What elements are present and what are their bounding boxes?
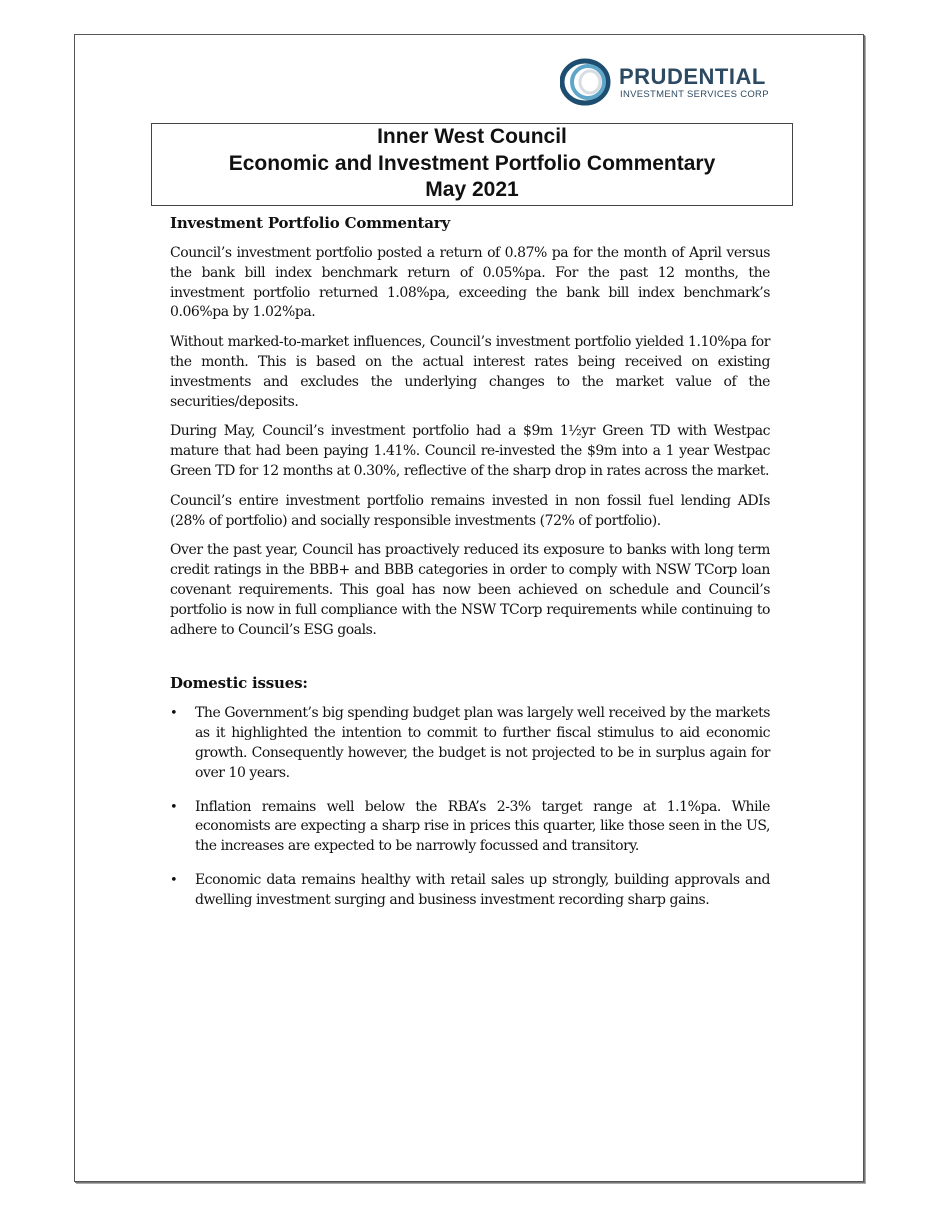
list-item — [170, 798, 770, 857]
investment-paragraph: Council’s entire investment portfolio remains invested in non fossil fuel lending ADIs (28% of portfolio) and socially responsible investments (72% of portfolio). — [170, 492, 770, 529]
investment-paragraph: Council’s investment portfolio posted a return of 0.87% pa for the month of April versus the bank bill index benchmark return of 0.05%pa. For the past 12 months, the investment portfolio returned 1.08%pa, exceeding the bank bill index benchmark’s 0.06%pa by 1.02%pa. — [170, 245, 770, 321]
bullet-text: Economic data remains healthy with retail sales up strongly, building approvals and dwelling investment surging and business investment recording sharp gains. — [195, 871, 770, 908]
logo-subtitle: INVESTMENT SERVICES CORP — [620, 89, 769, 100]
section-heading-domestic: Domestic issues: — [170, 674, 308, 693]
logo-ring-icon — [560, 58, 612, 106]
title-date: May 2021 — [425, 178, 519, 201]
title-commentary: Economic and Investment Portfolio Commentary — [228, 151, 716, 175]
document-body — [170, 214, 770, 925]
bullet-icon: • — [170, 799, 178, 815]
list-item — [170, 871, 770, 911]
document-title-box — [151, 123, 793, 206]
logo-name: PRUDENTIAL — [619, 64, 766, 89]
bullet-text: Inflation remains well below the RBA’s 2-3% target range at 1.1%pa. While economists are expecting a sharp rise in prices this quarter, like those seen in the US, the increases are expected to be narrowly focussed and transitory. — [195, 798, 770, 855]
bullet-icon: • — [170, 872, 178, 888]
section-heading-investment: Investment Portfolio Commentary — [170, 214, 451, 232]
list-item — [170, 704, 770, 783]
prudential-logo — [560, 58, 769, 106]
bullet-icon: • — [170, 706, 178, 722]
investment-paragraph: Without marked-to-market influences, Council’s investment portfolio yielded 1.10%pa for the month. This is based on the actual interest rates being received on existing investments and excludes the underlying changes to the market value of the securities/deposits. — [170, 334, 770, 410]
domestic-bullet-list — [170, 704, 770, 910]
title-council: Inner West Council — [377, 125, 567, 148]
bullet-text: The Government’s big spending budget plan was largely well received by the markets as it highlighted the intention to commit to further fiscal stimulus to aid economic growth. Consequently however, the budget is not projected to be in surplus again for over 10 years. — [195, 705, 770, 781]
investment-paragraph: Over the past year, Council has proactively reduced its exposure to banks with long term credit ratings in the BBB+ and BBB categories in order to comply with NSW TCorp loan covenant requirements. This goal has now been achieved on schedule and Council’s portfolio is now in full compliance with the NSW TCorp requirements while continuing to adhere to Council’s ESG goals. — [170, 542, 770, 638]
investment-paragraph: During May, Council’s investment portfolio had a $9m 1½yr Green TD with Westpac mature that had been paying 1.41%. Council re-invested the $9m into a 1 year Westpac Green TD for 12 months at 0.30%, reflective of the sharp drop in rates across the market. — [170, 423, 770, 479]
